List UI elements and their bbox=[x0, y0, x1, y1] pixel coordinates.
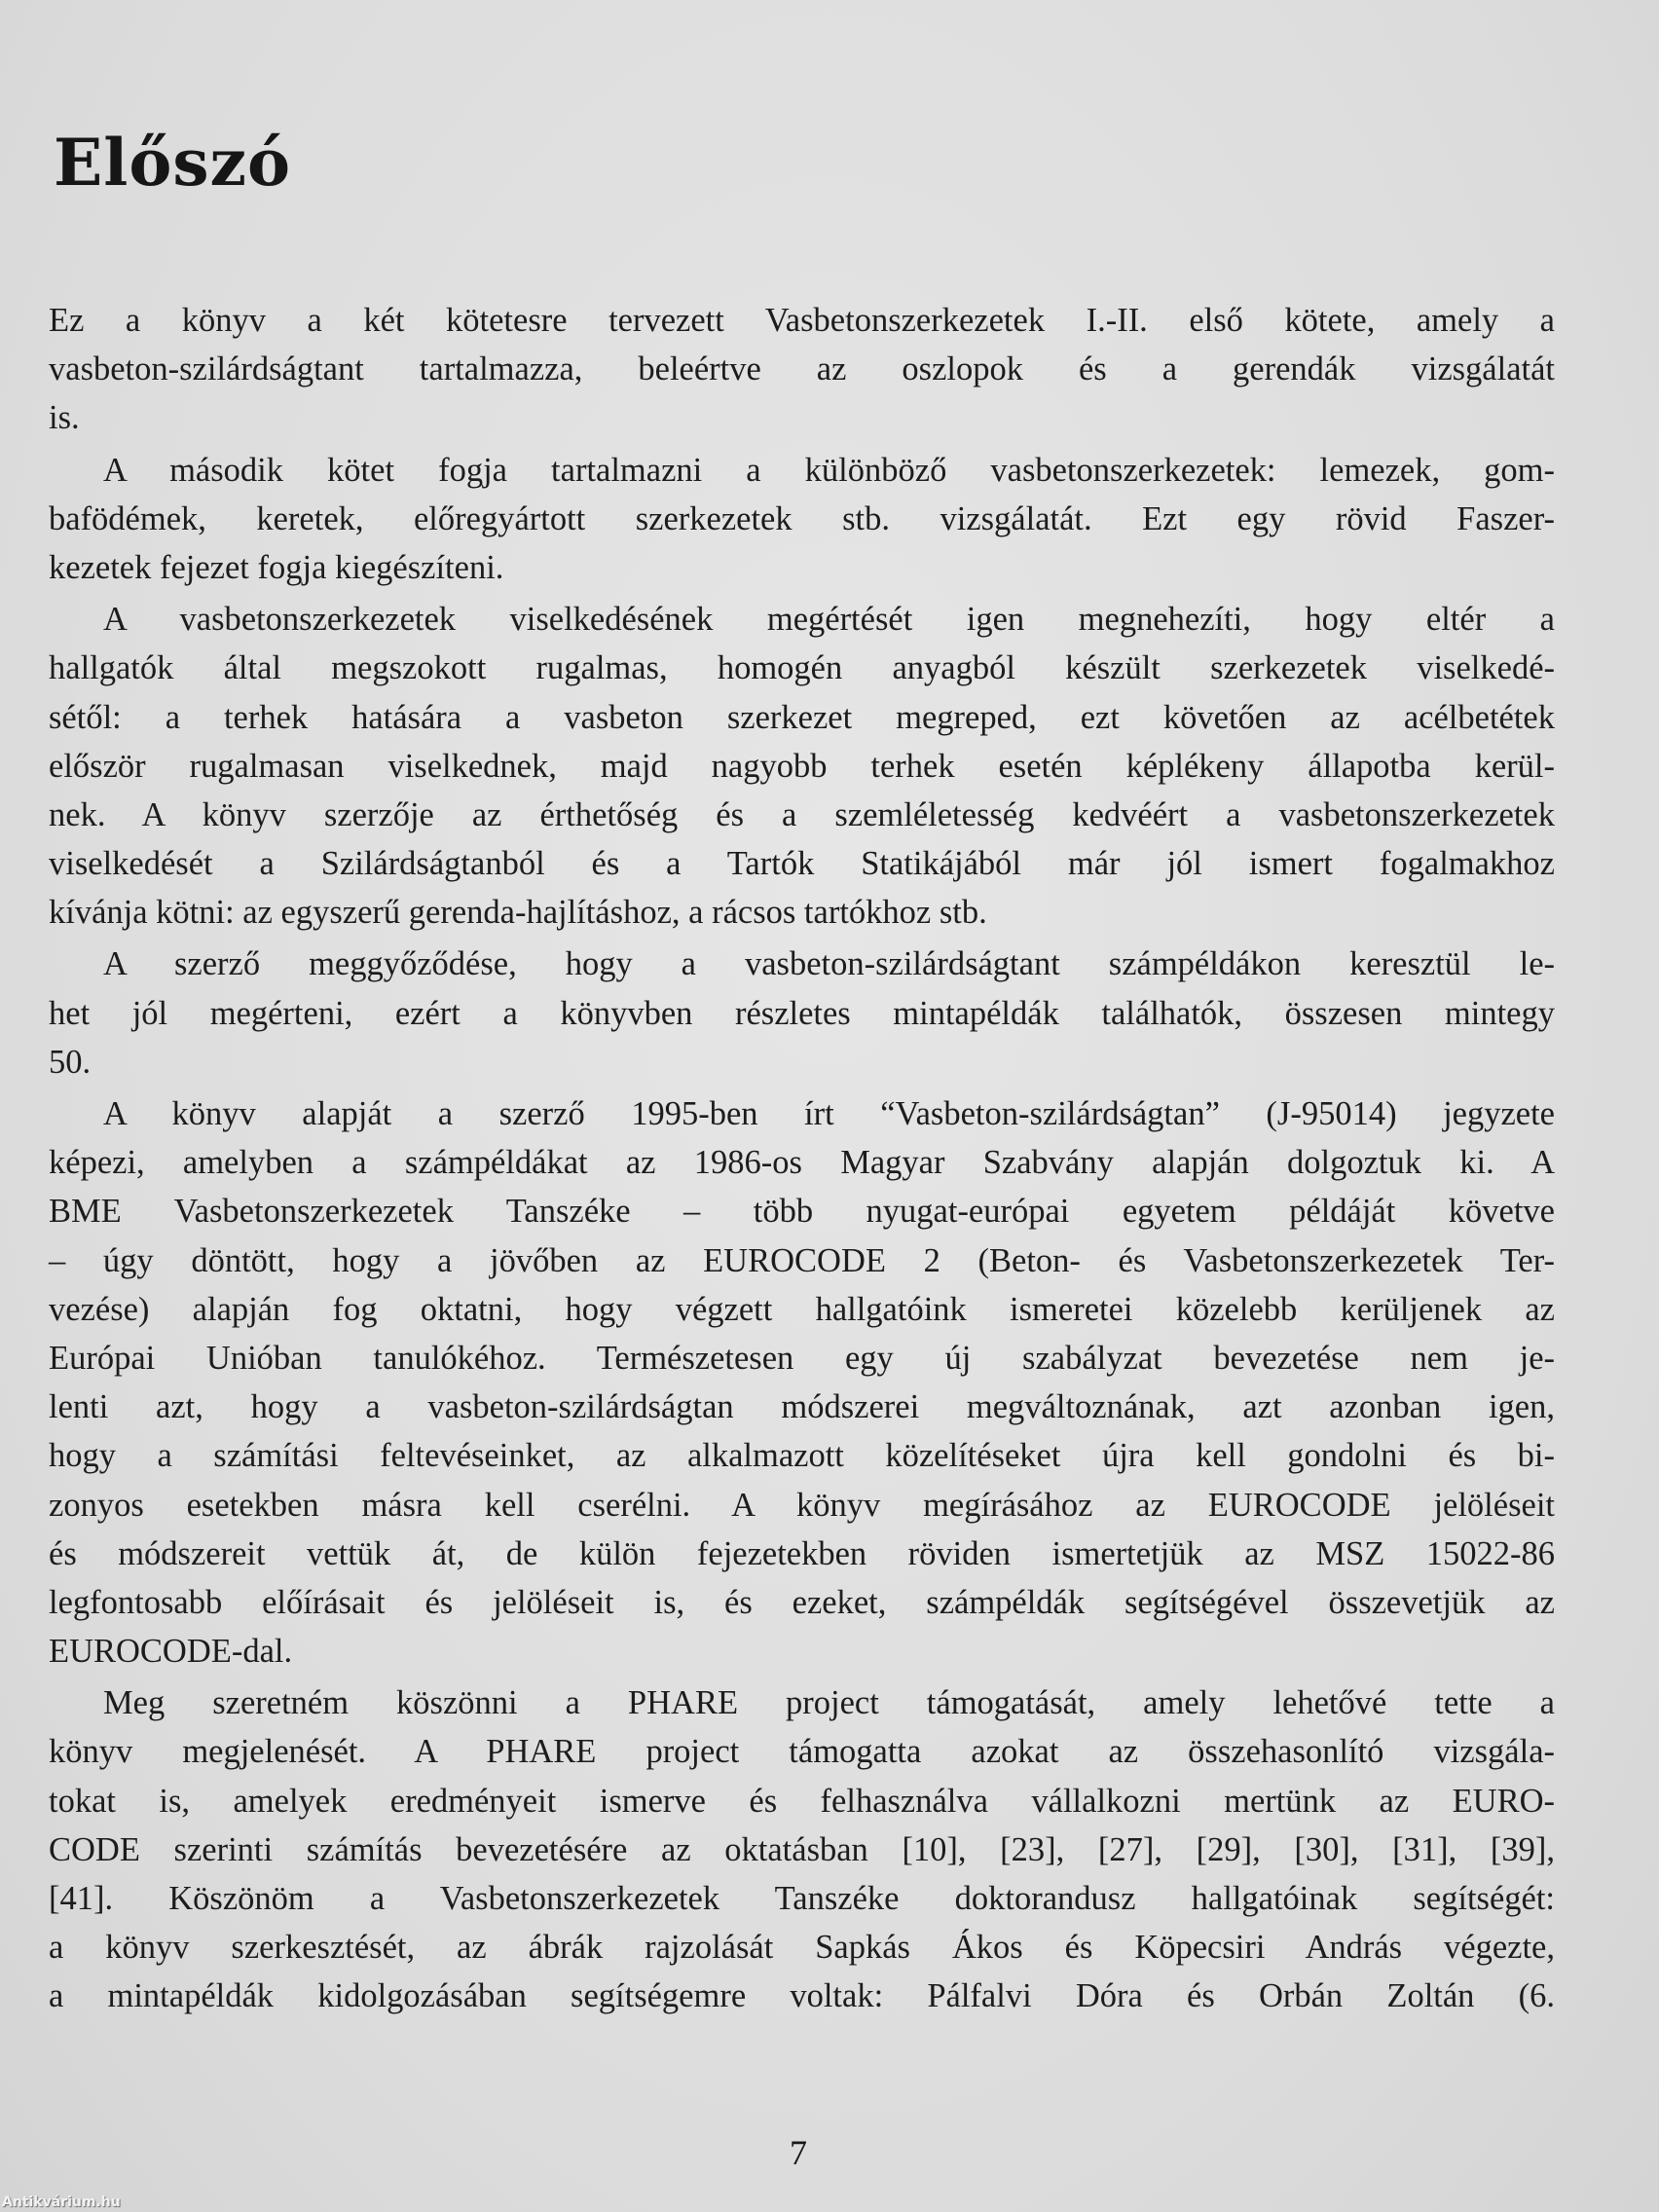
page-number: 7 bbox=[790, 2133, 807, 2172]
text-line: is. bbox=[49, 399, 80, 437]
text-line: [41]. Köszönöm a Vasbetonszerkezetek Tanszéke doktorandusz hallgatóinak segítségét: bbox=[49, 1880, 1555, 1917]
text-line: 50. bbox=[49, 1043, 92, 1081]
paragraph-3 bbox=[49, 595, 1555, 937]
text-line: kívánja kötni: az egyszerű gerenda-hajlításhoz, a rácsos tartókhoz stb. bbox=[49, 894, 987, 932]
text-line: nek. A könyv szerzője az érthetőség és a szemléletesség kedvéért a vasbetonszerkezetek bbox=[49, 795, 1555, 833]
text-line: zonyos esetekben másra kell cserélni. A könyv megírásához az EUROCODE jelöléseit bbox=[49, 1486, 1555, 1524]
text-line: hallgatók által megszokott rugalmas, homogén anyagból készült szerkezetek viselkedé- bbox=[49, 649, 1555, 687]
watermark-logo: Antikvárium.hu bbox=[2, 2194, 121, 2210]
text-line: A második kötet fogja tartalmazni a különböző vasbetonszerkezetek: lemezek, gom- bbox=[103, 451, 1555, 489]
text-line: het jól megérteni, ezért a könyvben részletes mintapéldák találhatók, összesen mintegy bbox=[49, 994, 1555, 1032]
text-line: A könyv alapját a szerző 1995-ben írt “Vasbeton-szilárdságtan” (J-95014) jegyzete bbox=[103, 1095, 1555, 1132]
text-line: először rugalmasan viselkednek, majd nagyobb terhek esetén képlékeny állapotba kerül- bbox=[49, 747, 1555, 785]
preface-body bbox=[49, 296, 1555, 2021]
text-line: Európai Unióban tanulókéhoz. Természetesen egy új szabályzat bevezetése nem je- bbox=[49, 1339, 1555, 1377]
text-line: kezetek fejezet fogja kiegészíteni. bbox=[49, 548, 504, 586]
text-line: Meg szeretném köszönni a PHARE project támogatását, amely lehetővé tette a bbox=[103, 1684, 1555, 1722]
text-line: legfontosabb előírásait és jelöléseit is, és ezeket, számpéldák segítségével összevetjük az bbox=[49, 1583, 1555, 1621]
text-line: könyv megjelenését. A PHARE project támogatta azokat az összehasonlító vizsgála- bbox=[49, 1733, 1555, 1771]
text-line: A vasbetonszerkezetek viselkedésének megértését igen megnehezíti, hogy eltér a bbox=[103, 601, 1555, 639]
paragraph-5 bbox=[49, 1089, 1555, 1676]
text-line: EUROCODE-dal. bbox=[49, 1633, 293, 1671]
text-line: vezése) alapján fog oktatni, hogy végzett hallgatóink ismeretei közelebb kerüljenek az bbox=[49, 1290, 1555, 1328]
text-line: vasbeton-szilárdságtant tartalmazza, beleértve az oszlopok és a gerendák vizsgálatát bbox=[49, 350, 1555, 388]
text-line: tokat is, amelyek eredményeit ismerve és felhasználva vállalkozni mertünk az EURO- bbox=[49, 1782, 1555, 1820]
paragraph-1 bbox=[49, 296, 1555, 443]
text-line: viselkedését a Szilárdságtanból és a Tartók Statikájából már jól ismert fogalmakhoz bbox=[49, 845, 1555, 883]
text-line: A szerző meggyőződése, hogy a vasbeton-szilárdságtant számpéldákon keresztül le- bbox=[103, 945, 1555, 983]
text-line: a mintapéldák kidolgozásában segítségemre voltak: Pálfalvi Dóra és Orbán Zoltán (6. bbox=[49, 1977, 1555, 2015]
text-line: bafödémek, keretek, előregyártott szerkezetek stb. vizsgálatát. Ezt egy rövid Faszer- bbox=[49, 499, 1555, 537]
text-line: lenti azt, hogy a vasbeton-szilárdságtan módszerei megváltoznának, azt azonban igen, bbox=[49, 1388, 1555, 1426]
text-line: CODE szerinti számítás bevezetésére az oktatásban [10], [23], [27], [29], [30], [31], [39], bbox=[49, 1830, 1555, 1868]
text-line: Ez a könyv a két kötetesre tervezett Vasbetonszerkezetek I.-II. első kötete, amely a bbox=[49, 302, 1555, 339]
text-line: hogy a számítási feltevéseinket, az alkalmazott közelítéseket újra kell gondolni és bi- bbox=[49, 1437, 1555, 1475]
text-line: BME Vasbetonszerkezetek Tanszéke – több nyugat-európai egyetem példáját követve bbox=[49, 1193, 1555, 1231]
text-line: és módszereit vettük át, de külön fejezetekben röviden ismertetjük az MSZ 15022-86 bbox=[49, 1534, 1555, 1572]
text-line: – úgy döntött, hogy a jövőben az EUROCODE 2 (Beton- és Vasbetonszerkezetek Ter- bbox=[49, 1241, 1555, 1279]
paragraph-4 bbox=[49, 940, 1555, 1087]
page-title: Előszó bbox=[54, 125, 292, 201]
paragraph-6 bbox=[49, 1678, 1555, 2020]
paragraph-2 bbox=[49, 446, 1555, 593]
text-line: képezi, amelyben a számpéldákat az 1986-os Magyar Szabvány alapján dolgoztuk ki. A bbox=[49, 1144, 1555, 1182]
text-line: a könyv szerkesztését, az ábrák rajzolását Sapkás Ákos és Köpecsiri András végezte, bbox=[49, 1929, 1555, 1967]
text-line: sétől: a terhek hatására a vasbeton szerkezet megreped, ezt követően az acélbetétek bbox=[49, 698, 1555, 736]
